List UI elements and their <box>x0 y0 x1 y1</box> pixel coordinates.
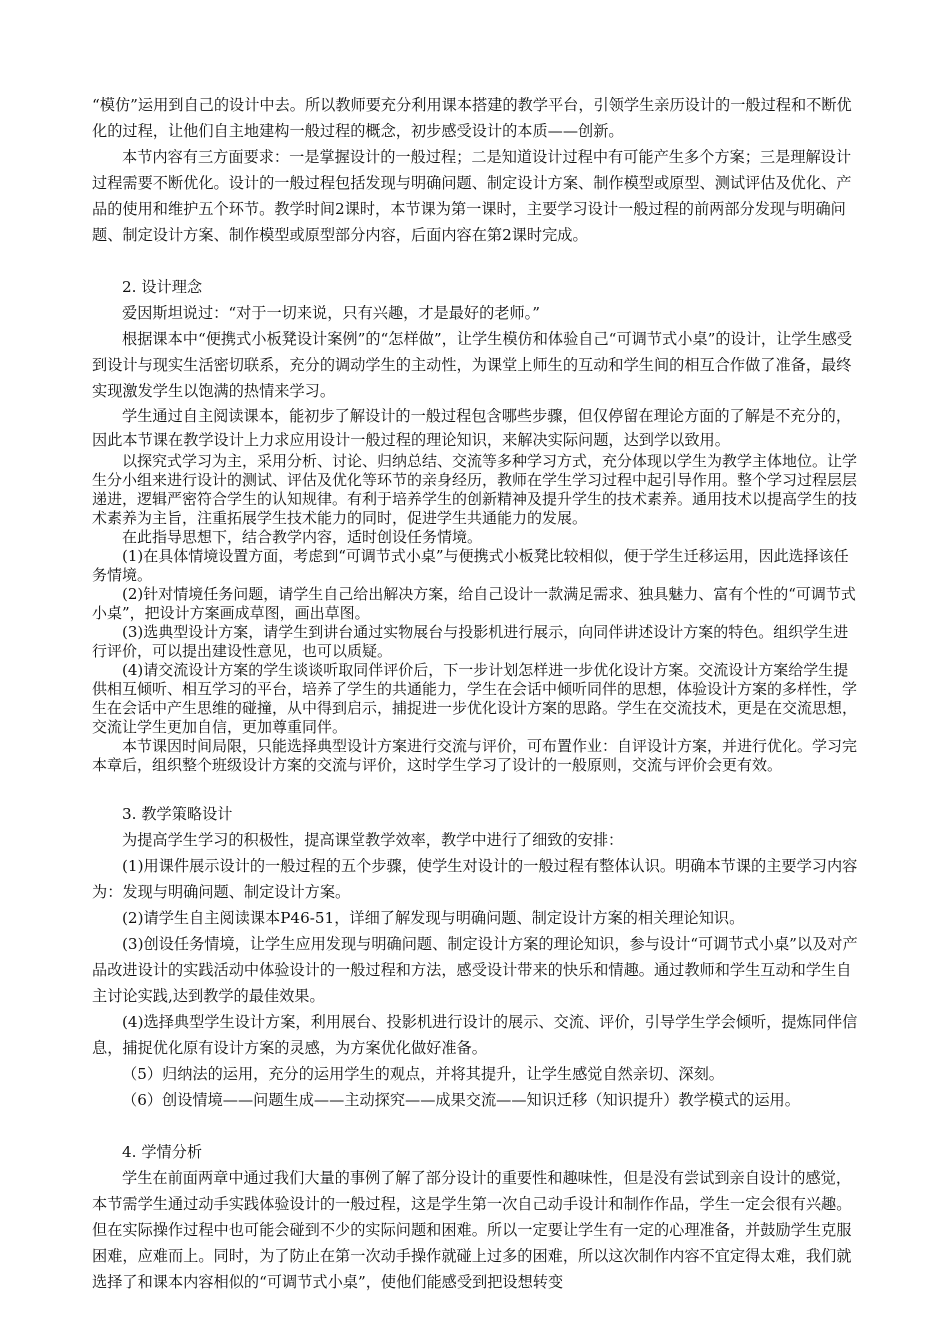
section-2-item-2: (2)针对情境任务问题，请学生自己给出解决方案，给自己设计一款满足需求、独具魅力、富有个性的“可调节式小桌”，把设计方案画成草图，画出草图。 <box>92 585 856 622</box>
section-2-paragraph-5: 本节课因时间局限，只能选择典型设计方案进行交流与评价，可布置作业：自评设计方案，并进行优化。学习完本章后，组织整个班级设计方案的交流与评价，这时学生学习了设计的一般原则，交流与评价会更有效。 <box>92 737 858 774</box>
section-2-heading: 2. 设计理念 <box>122 278 203 296</box>
section-3-heading: 3. 教学策略设计 <box>122 805 233 823</box>
section-3-item-6: （6）创设情境——问题生成——主动探究——成果交流——知识迁移（知识提升）教学模式的运用。 <box>122 1091 800 1109</box>
section-2-paragraph-2: 学生通过自主阅读课本，能初步了解设计的一般过程包含哪些步骤，但仅停留在理论方面的了解是不充分的，因此本节课在教学设计上力求应用设计一般过程的理论知识，来解决实际问题，达到学以致用。 <box>92 407 851 449</box>
section-3-item-1: (1)用课件展示设计的一般过程的五个步骤，使学生对设计的一般过程有整体认识。明确本节课的主要学习内容为：发现与明确问题、制定设计方案。 <box>92 857 858 901</box>
section-2-paragraph-4: 在此指导思想下，结合教学内容，适时创设任务情境。 <box>122 528 483 546</box>
spacer <box>92 775 862 801</box>
intro-paragraph-1: “模仿”运用到自己的设计中去。所以教师要充分利用课本搭建的教学平台，引领学生亲历设计的一般过程和不断优化的过程，让他们自主地建构一般过程的概念，初步感受设计的本质——创新。 <box>92 96 852 140</box>
section-3-paragraph-1: 为提高学生学习的积极性，提高课堂教学效率，教学中进行了细致的安排： <box>122 831 624 849</box>
section-2-quote: 爱因斯坦说过：“对于一切来说，只有兴趣，才是最好的老师。” <box>122 304 540 322</box>
section-3-item-4: (4)选择典型学生设计方案，利用展台、投影机进行设计的展示、交流、评价，引导学生学会倾听，提炼同伴信息，捕捉优化原有设计方案的灵感，为方案优化做好准备。 <box>92 1013 858 1057</box>
section-2-item-1: (1)在具体情境设置方面，考虑到“可调节式小桌”与便携式小板凳比较相似，便于学生迁移运用，因此选择该任务情境。 <box>92 547 849 584</box>
intro-paragraph-2: 本节内容有三方面要求：一是掌握设计的一般过程；二是知道设计过程中有可能产生多个方案；三是理解设计过程需要不断优化。设计的一般过程包括发现与明确问题、制定设计方案、制作模型或原型、测试评估及优化、产品的使用和维护五个环节。教学时间2课时，本节课为第一课时，主要学习设计一般过程的前两部分发现与明确问题、制定设计方案、制作模型或原型部分内容，后面内容在第2课时完成。 <box>92 148 852 244</box>
section-2-item-4: (4)请交流设计方案的学生谈谈听取同伴评价后，下一步计划怎样进一步优化设计方案。交流设计方案给学生提供相互倾听、相互学习的平台，培养了学生的共通能力，学生在会话中倾听同伴的思想，体验设计方案的多样性，学生在会话中产生思维的碰撞，从中得到启示，捕捉进一步优化设计方案的思路。学生在交流技术，更是在交流思想，交流让学生更加自信，更加尊重同伴。 <box>92 661 858 736</box>
section-2-paragraph-3: 以探究式学习为主，采用分析、讨论、归纳总结、交流等多种学习方式，充分体现以学生为教学主体地位。让学生分小组来进行设计的测试、评估及优化等环节的亲身经历，教师在学生学习过程中起引导作用。整个学习过程层层递进，逻辑严密符合学生的认知规律。有利于培养学生的创新精神及提升学生的技术素养。通用技术以提高学生的技术素养为主旨，注重拓展学生技术能力的同时，促进学生共通能力的发展。 <box>92 452 858 527</box>
spacer <box>92 1113 862 1139</box>
spacer <box>92 248 862 274</box>
section-3-item-3: (3)创设任务情境，让学生应用发现与明确问题、制定设计方案的理论知识，参与设计“可调节式小桌”以及对产品改进设计的实践活动中体验设计的一般过程和方法，感受设计带来的快乐和情趣。通过教师和学生互动和学生自主讨论实践,达到教学的最佳效果。 <box>92 935 858 1005</box>
section-4-heading: 4. 学情分析 <box>122 1143 203 1161</box>
section-3-item-5: （5）归纳法的运用，充分的运用学生的观点，并将其提升，让学生感觉自然亲切、深刻。 <box>122 1065 724 1083</box>
section-2-paragraph-1: 根据课本中“便携式小板凳设计案例”的“怎样做”，让学生模仿和体验自己“可调节式小桌”的设计，让学生感受到设计与现实生活密切联系，充分的调动学生的主动性，为课堂上师生的互动和学生间的相互合作做了准备，最终实现激发学生以饱满的热情来学习。 <box>92 330 853 400</box>
section-2-item-3: (3)选典型设计方案，请学生到讲台通过实物展台与投影机进行展示，向同伴讲述设计方案的特色。组织学生进行评价，可以提出建设性意见，也可以质疑。 <box>92 623 849 660</box>
section-3-item-2: (2)请学生自主阅读课本P46-51，详细了解发现与明确问题、制定设计方案的相关理论知识。 <box>122 909 745 927</box>
document-page <box>92 92 862 1295</box>
section-4-paragraph-1: 学生在前面两章中通过我们大量的事例了解了部分设计的重要性和趣味性，但是没有尝试到亲自设计的感觉，本节需学生通过动手实践体验设计的一般过程，这是学生第一次自己动手设计和制作作品，学生一定会很有兴趣。但在实际操作过程中也可能会碰到不少的实际问题和困难。所以一定要让学生有一定的心理准备，并鼓励学生克服困难，应难而上。同时，为了防止在第一次动手操作就碰上过多的困难，所以这次制作内容不宜定得太难，我们就选择了和课本内容相似的“可调节式小桌”，使他们能感受到把设想转变 <box>92 1169 852 1291</box>
